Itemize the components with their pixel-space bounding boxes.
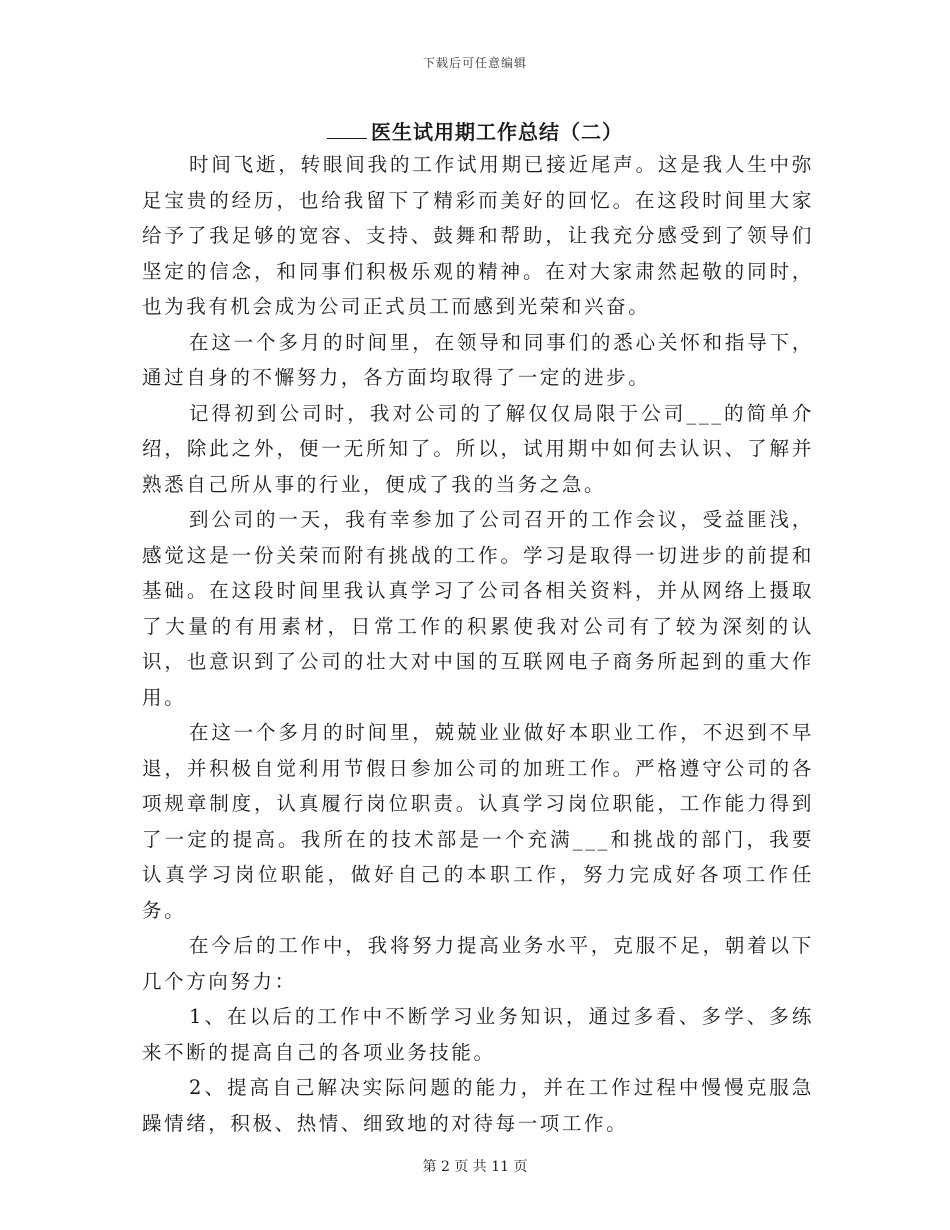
header-note: 下载后可任意编辑: [422, 56, 527, 70]
list-item: 1、在以后的工作中不断学习业务知识，通过多看、多学、多练来不断的提高自己的各项业务技能。: [142, 1005, 814, 1064]
paragraph: 在这一个多月的时间里，兢兢业业做好本职业工作，不迟到不早退，并积极自觉利用节假日参加公司的加班工作。严格遵守公司的各项规章制度，认真履行岗位职责。认真学习岗位职能，工作能力得到了一定的提高。我所在的技术部是一个充满___和挑战的部门，我要认真学习岗位职能，做好自己的本职工作，努力完成好各项工作任务。: [142, 721, 814, 922]
title-blank-line: [327, 120, 367, 139]
document-body: [142, 147, 814, 1141]
paragraph: 在今后的工作中，我将努力提高业务水平，克服不足，朝着以下几个方向努力：: [142, 934, 814, 993]
paragraph: 时间飞逝，转眼间我的工作试用期已接近尾声。这是我人生中弥足宝贵的经历，也给我留下了精彩而美好的回忆。在这段时间里大家给予了我足够的宽容、支持、鼓舞和帮助，让我充分感受到了领导们坚定的信念，和同事们积极乐观的精神。在对大家肃然起敬的同时，也为我有机会成为公司正式员工而感到光荣和兴奋。: [142, 153, 814, 318]
paragraph: 在这一个多月的时间里，在领导和同事们的悉心关怀和指导下，通过自身的不懈努力，各方面均取得了一定的进步。: [142, 330, 814, 389]
document-title-text: 医生试用期工作总结（二）: [371, 120, 623, 144]
paragraph: 到公司的一天，我有幸参加了公司召开的工作会议，受益匪浅，感觉这是一份关荣而附有挑战的工作。学习是取得一切进步的前提和基础。在这段时间里我认真学习了公司各相关资料，并从网络上摄取了大量的有用素材，日常工作的积累使我对公司有了较为深刻的认识，也意识到了公司的壮大对中国的互联网电子商务所起到的重大作用。: [142, 508, 814, 709]
list-item: 2、提高自己解决实际问题的能力，并在工作过程中慢慢克服急躁情绪，积极、热情、细致地的对待每一项工作。: [142, 1076, 814, 1135]
document-title: [0, 116, 950, 145]
paragraph: 记得初到公司时，我对公司的了解仅仅局限于公司___的简单介绍，除此之外，便一无所知了。所以，试用期中如何去认识、了解并熟悉自己所从事的行业，便成了我的当务之急。: [142, 401, 814, 496]
page-number-footer: 第 2 页 共 11 页: [422, 1159, 528, 1175]
